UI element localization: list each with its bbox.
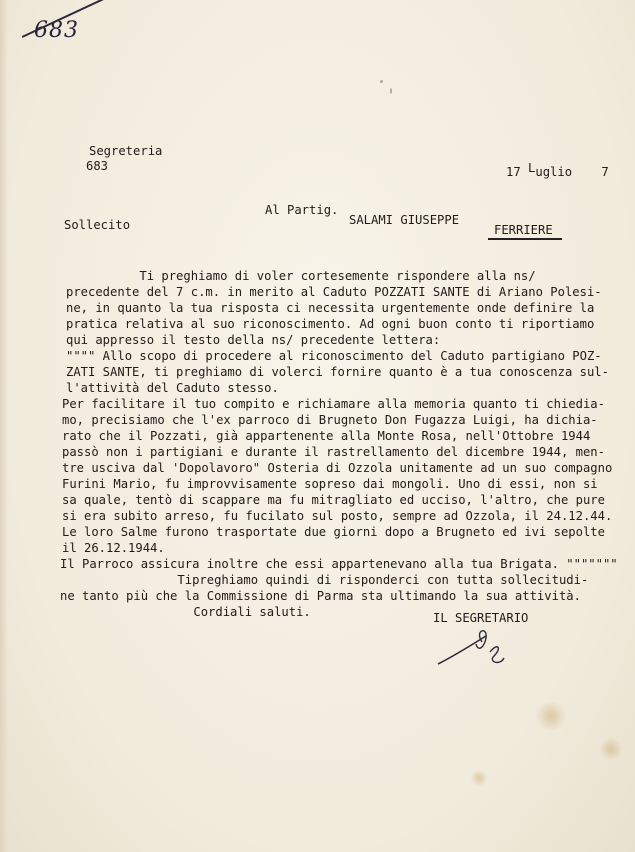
body-line: si era subito arreso, fu fucilato sul posto, sempre ad Ozzola, il 24.12.44. <box>62 509 613 523</box>
body-line: Per facilitare il tuo compito e richiamare alla memoria quanto ti chiedia- <box>62 397 605 411</box>
recipient-prefix: Al Partig. <box>265 203 339 217</box>
body-line: qui appresso il testo della ns/ precedente lettera: <box>66 333 441 347</box>
letter-date <box>506 161 609 180</box>
date-year: 7 <box>601 165 609 179</box>
paper-stain <box>534 702 568 730</box>
body-line: pratica relativa al suo riconoscimento. Ad ogni buon conto ti riportiamo <box>66 317 595 331</box>
body-line: Cordiali saluti. <box>120 605 311 619</box>
body-line: """" Allo scopo di procedere al riconoscimento del Caduto partigiano POZ- <box>66 349 602 363</box>
body-line: Il Parroco assicura inoltre che essi appartenevano alla tua Brigata. """"""" <box>60 557 618 571</box>
body-line: ne tanto più che la Commissione di Parma sta ultimando la sua attività. <box>60 589 581 603</box>
body-line: tre usciva dal 'Dopolavoro" Osteria di Ozzola unitamente ad un suo compagno <box>62 461 613 475</box>
body-line: rato che il Pozzati, già appartenente alla Monte Rosa, nell'Ottobre 1944 <box>62 429 591 443</box>
body-line: ne, in quanto la tua risposta ci necessita urgentemente onde definire la <box>66 301 595 315</box>
date-month-initial: L <box>528 161 536 175</box>
body-line: Le loro Salme furono trasportate due giorni dopo a Brugneto ed ivi sepolte <box>62 525 605 539</box>
body-line: Furini Mario, fu improvvisamente sopreso dai mongoli. Uno di essi, non si <box>62 477 598 491</box>
body-line: Ti preghiamo di voler cortesemente rispondere alla ns/ <box>66 269 536 283</box>
body-line: mo, precisiamo che l'ex parroco di Brugneto Don Fugazza Luigi, ha dichia- <box>62 413 598 427</box>
subject-label: Sollecito <box>64 218 131 232</box>
body-line: il 26.12.1944. <box>62 541 165 555</box>
body-line: precedente del 7 c.m. in merito al Caduto POZZATI SANTE di Ariano Polesi- <box>66 285 602 299</box>
handwritten-reference-number: 683 <box>34 18 79 43</box>
body-line: passò non i partigiani e durante il rastrellamento del dicembre 1944, men- <box>62 445 605 459</box>
date-day: 17 <box>506 165 521 179</box>
page-edge-shadow <box>0 0 8 852</box>
body-line: ZATI SANTE, ti preghiamo di volerci fornire quanto è a tua conoscenza sul- <box>66 365 609 379</box>
ink-speck <box>390 88 392 94</box>
recipient-name: SALAMI GIUSEPPE <box>349 213 460 227</box>
protocol-number: 683 <box>86 159 109 173</box>
recipient-role-underline <box>488 238 562 240</box>
body-line: sa quale, tentò di scappare ma fu mitragliato ed ucciso, l'altro, che pure <box>62 493 605 507</box>
recipient-role: FERRIERE <box>494 223 553 237</box>
office-label: Segreteria <box>89 144 163 158</box>
paper-stain <box>598 738 624 760</box>
signature-scribble <box>430 622 520 672</box>
body-line: Tipreghiamo quindi di risponderci con tutta sollecitudi- <box>60 573 589 587</box>
paper-stain <box>470 770 488 786</box>
ink-speck <box>380 80 383 83</box>
signatory-title: IL SEGRETARIO <box>433 611 529 625</box>
body-line: l'attività del Caduto stesso. <box>66 381 279 395</box>
date-month-rest: uglio <box>535 165 573 179</box>
